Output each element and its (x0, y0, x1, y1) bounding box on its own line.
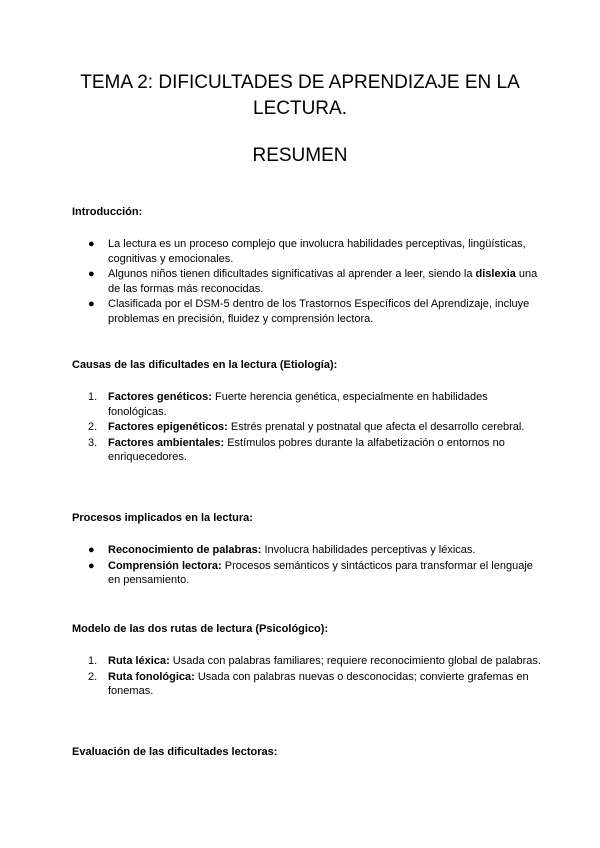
list-item-bold-term: Factores ambientales: (108, 436, 225, 449)
list-item (72, 654, 542, 669)
section-modelo (72, 622, 542, 700)
list-item-bold-term: Comprensión lectora: (108, 559, 222, 572)
list-item (72, 390, 542, 419)
list-item-text: Fuerte herencia genética, especialmente en habilidades fonológicas. (108, 391, 488, 418)
list-item (72, 436, 542, 465)
list-number: 2. (88, 670, 98, 683)
list-item-bold-term: Ruta fonológica: (108, 670, 195, 683)
bullet-icon: ● (88, 238, 95, 250)
list-item (72, 543, 542, 558)
list-item-text: La lectura es un proceso complejo que involucra habilidades perceptivas, lingüísticas, cognitivas y emocionales. (108, 238, 526, 265)
section-introduccion (72, 205, 542, 327)
title-line-2: LECTURA. (253, 98, 347, 119)
list-item-text-after: una de las formas más reconocidas. (108, 268, 538, 295)
numbered-list (72, 654, 542, 699)
section-heading: Causas de las dificultades en la lectura (Etiología): (72, 359, 338, 371)
bullet-icon: ● (88, 268, 95, 280)
section-heading: Modelo de las dos rutas de lectura (Psicológico): (72, 623, 329, 635)
list-item-bold-term: Factores epigenéticos: (108, 421, 228, 433)
list-item-bold-term: Ruta léxica: (108, 655, 170, 667)
list-item-text: Estrés prenatal y postnatal que afecta el desarrollo cerebral. (227, 421, 525, 433)
list-item (72, 297, 542, 326)
list-item (72, 237, 542, 266)
list-item-text: Estímulos pobres durante la alfabetización o entornos no enriquecedores. (108, 436, 505, 463)
list-item-text: Usada con palabras nuevas o desconocidas; convierte grafemas en fonemas. (108, 670, 529, 697)
document-subtitle: RESUMEN (252, 145, 348, 166)
section-heading: Procesos implicados en la lectura: (72, 512, 253, 524)
list-item-text: Clasificada por el DSM-5 dentro de los Trastornos Específicos del Aprendizaje, incluye problemas en precisión, fluidez y comprensión lectora. (108, 298, 530, 325)
list-item-text: Algunos niños tienen dificultades significativas al aprender a leer, siendo la (108, 268, 476, 280)
section-procesos (72, 511, 542, 589)
document-title (0, 70, 600, 122)
list-item-bold-term: Factores genéticos: (108, 391, 212, 403)
list-item-text: Involucra habilidades perceptivas y léxicas. (261, 544, 476, 556)
list-item (72, 670, 542, 699)
bullet-icon: ● (88, 559, 95, 572)
bullet-list (72, 543, 542, 588)
section-causas (72, 358, 542, 466)
list-item (72, 267, 542, 296)
section-heading: Introducción: (72, 206, 143, 218)
bullet-icon: ● (88, 544, 95, 556)
list-item-text: Procesos semánticos y sintácticos para transformar el lenguaje en pensamiento. (108, 559, 533, 586)
list-number: 1. (88, 391, 98, 403)
numbered-list (72, 390, 542, 465)
list-item (72, 559, 542, 588)
list-item-bold-term: Reconocimiento de palabras: (108, 544, 262, 556)
list-item (72, 420, 542, 435)
section-heading: Evaluación de las dificultades lectoras: (72, 746, 278, 758)
section-evaluacion (72, 745, 542, 759)
list-item-bold-term: dislexia (475, 268, 516, 280)
bullet-list (72, 237, 542, 326)
list-item-text: Usada con palabras familiares; requiere reconocimiento global de palabras. (169, 655, 541, 667)
bullet-icon: ● (88, 298, 95, 310)
list-number: 3. (88, 436, 98, 449)
title-line-1: TEMA 2: DIFICULTADES DE APRENDIZAJE EN LA (80, 72, 520, 93)
list-number: 1. (88, 655, 98, 667)
list-number: 2. (88, 421, 98, 433)
